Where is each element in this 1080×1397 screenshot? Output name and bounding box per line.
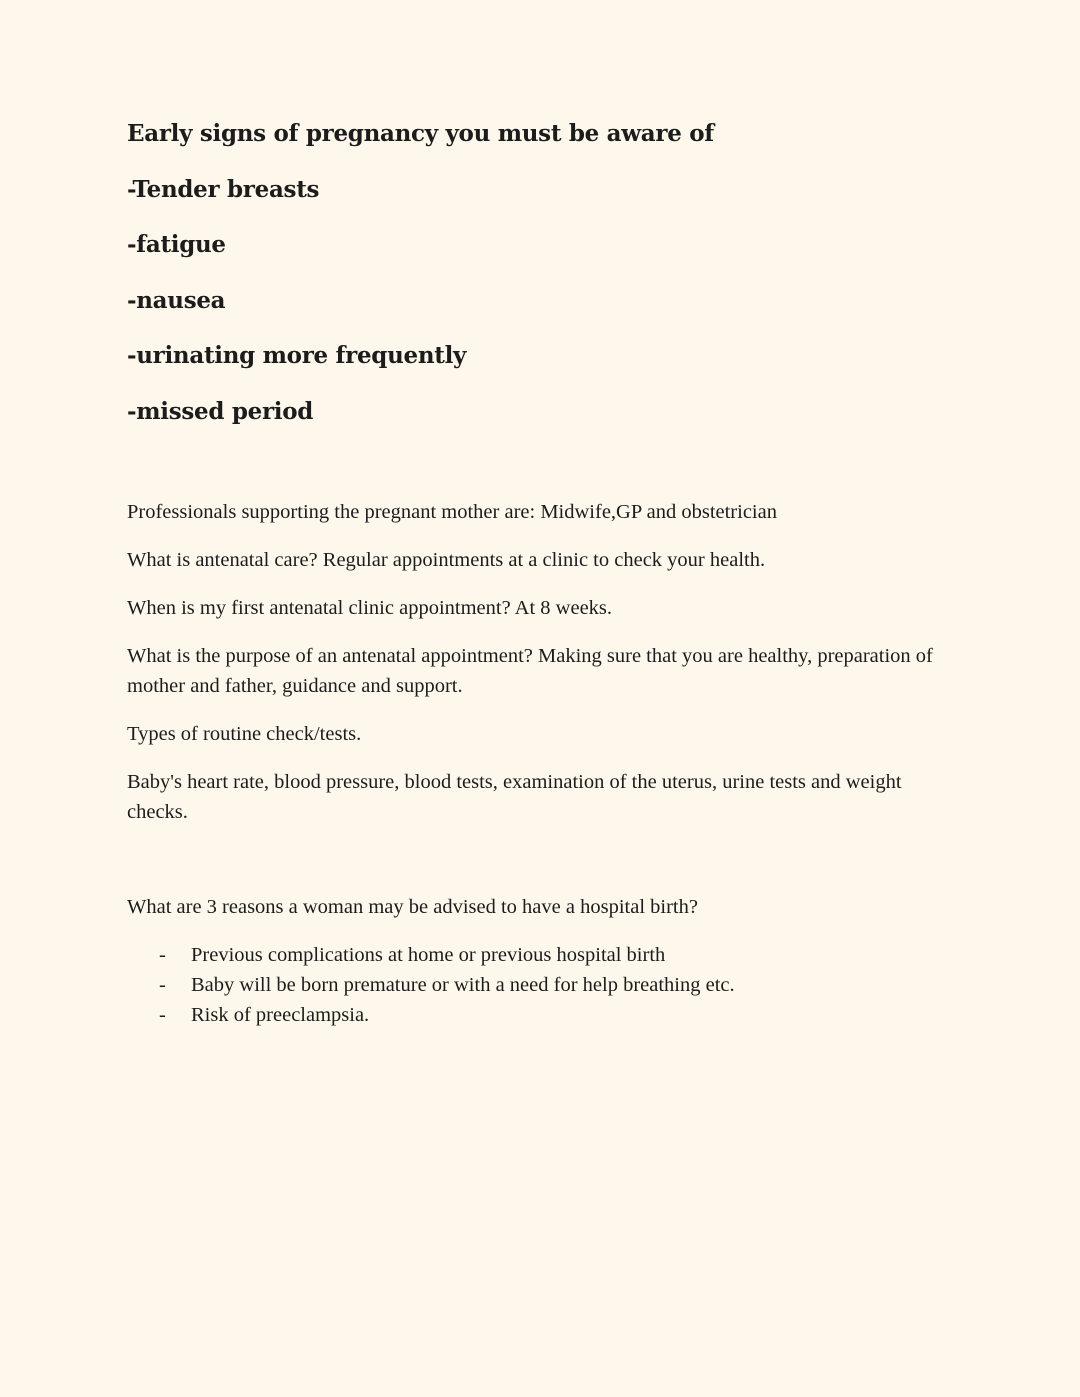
hospital-birth-section [127, 892, 957, 1030]
reason-text: Previous complications at home or previous hospital birth [191, 944, 666, 966]
reasons-list [127, 940, 957, 1030]
sign-item: -missed period [127, 397, 314, 425]
reason-text: Risk of preeclampsia. [191, 1004, 370, 1026]
sign-item: -nausea [127, 286, 226, 314]
sign-item: -urinating more frequently [127, 342, 467, 370]
routine-tests-heading: Types of routine check/tests. [127, 723, 362, 745]
hospital-birth-question: What are 3 reasons a woman may be advised to have a hospital birth? [127, 896, 698, 918]
reason-text: Baby will be born premature or with a need for help breathing etc. [191, 974, 735, 996]
section-heading: Early signs of pregnancy you must be aware of [127, 120, 714, 147]
antenatal-section [127, 497, 957, 845]
purpose-paragraph: What is the purpose of an antenatal appointment? Making sure that you are healthy, preparation of mother and father, guidance and support. [127, 645, 933, 697]
list-item [127, 970, 957, 1000]
sign-item: -Tender breasts [127, 175, 320, 203]
first-appointment-paragraph: When is my first antenatal clinic appointment? At 8 weeks. [127, 597, 613, 619]
list-item [127, 1000, 957, 1030]
routine-tests-paragraph: Baby's heart rate, blood pressure, blood tests, examination of the uterus, urine tests and weight checks. [127, 771, 902, 823]
dash-bullet: - [159, 944, 166, 966]
early-signs-section [127, 116, 987, 450]
professionals-paragraph: Professionals supporting the pregnant mother are: Midwife,GP and obstetrician [127, 501, 777, 523]
antenatal-care-paragraph: What is antenatal care? Regular appointments at a clinic to check your health. [127, 549, 766, 571]
sign-item: -fatigue [127, 231, 226, 259]
dash-bullet: - [159, 974, 166, 996]
list-item [127, 940, 957, 970]
dash-bullet: - [159, 1004, 166, 1026]
